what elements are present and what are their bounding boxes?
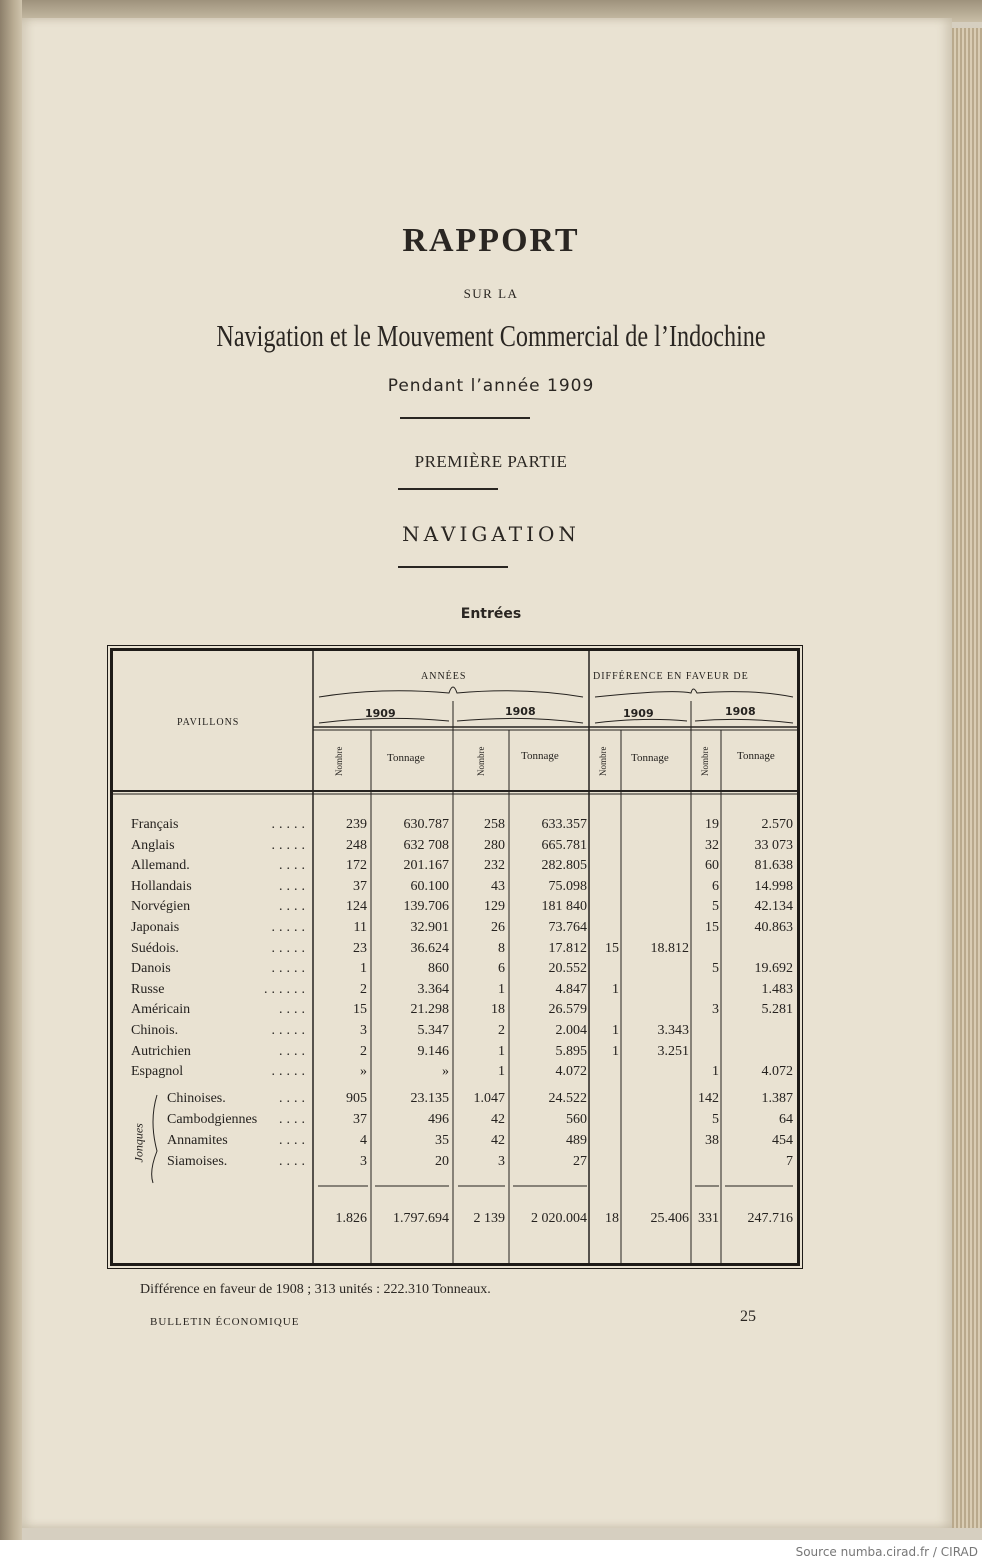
cell-n09: 4 (360, 1133, 367, 1148)
cell-dt09: 18.812 (650, 940, 689, 956)
cell-t08: 24.522 (548, 1091, 587, 1106)
leader-dots: ..... (271, 817, 309, 832)
cell-dt08: 33 073 (754, 837, 793, 853)
cell-dn09: 15 (605, 940, 619, 956)
header-tonnage: Tonnage (631, 752, 669, 764)
cell-dt08: 1.387 (761, 1091, 793, 1106)
page-number: 25 (740, 1308, 756, 1325)
cell-n08: 2 (498, 1023, 505, 1038)
cell-n09: 239 (346, 817, 367, 832)
leader-dots: .... (279, 1002, 309, 1018)
row-label: Français (131, 817, 179, 832)
row-label: Russe (131, 981, 165, 997)
cell-t09: 201.167 (403, 858, 449, 874)
row-label: Annamites (167, 1133, 228, 1148)
cell-t09: 632 708 (403, 837, 449, 853)
row-label: Norvégien (131, 899, 191, 915)
total-dt08: 247.716 (747, 1211, 793, 1226)
cell-t09: 35 (435, 1133, 449, 1148)
header-diff-year-1909: 1909 (623, 707, 654, 720)
cell-n08: 280 (484, 837, 505, 853)
cell-n08: 43 (491, 878, 505, 894)
cell-n09: 11 (353, 920, 367, 935)
row-label: Allemand. (131, 858, 190, 874)
cell-t09: 32.901 (410, 920, 449, 935)
cell-n08: 1.047 (473, 1091, 505, 1106)
part-heading: PREMIÈRE PARTIE (414, 452, 568, 471)
cell-t08: 282.805 (541, 858, 587, 874)
total-n09: 1.826 (335, 1211, 367, 1226)
report-year-line: Pendant l’année 1909 (387, 376, 595, 396)
cell-t08: 75.098 (548, 878, 587, 894)
cell-t08: 73.764 (548, 920, 587, 935)
cell-t08: 665.781 (541, 837, 587, 853)
cell-n08: 6 (498, 961, 505, 977)
cell-t08: 181 840 (541, 899, 587, 915)
report-title: RAPPORT (402, 222, 580, 259)
report-subtitle: Navigation et le Mouvement Commercial de l’Indochine (216, 318, 766, 353)
row-label: Suédois. (131, 940, 179, 956)
row-label: Hollandais (131, 878, 192, 894)
cell-t08: 26.579 (548, 1002, 587, 1018)
cell-t09: 496 (428, 1112, 449, 1127)
row-label: Anglais (131, 837, 175, 853)
cell-n08: 258 (484, 817, 505, 832)
cell-dn08: 38 (705, 1133, 719, 1148)
total-t09: 1.797.694 (393, 1211, 449, 1226)
total-n08: 2 139 (473, 1211, 505, 1226)
header-nombre: Nombre (700, 746, 710, 776)
header-year-1908: 1908 (505, 705, 536, 718)
column-header-pavillons: PAVILLONS (177, 717, 240, 728)
navigation-table (110, 648, 800, 1266)
cell-dn08: 6 (712, 878, 719, 894)
cell-n09: » (360, 1064, 367, 1080)
cell-dt08: 64 (779, 1112, 793, 1127)
cell-t09: 23.135 (410, 1091, 449, 1106)
total-t08: 2 020.004 (531, 1211, 587, 1226)
cell-n08: 1 (498, 1043, 505, 1059)
cell-n08: 26 (491, 920, 505, 935)
cell-t08: 633.357 (541, 817, 587, 832)
leader-dots: .... (279, 1043, 309, 1059)
cell-dn08: 3 (712, 1002, 719, 1018)
cell-dn08: 5 (712, 961, 719, 977)
cell-t08: 4.072 (555, 1064, 587, 1080)
cell-n09: 248 (346, 837, 367, 853)
source-credit: Source numba.cirad.fr / CIRAD (795, 1545, 978, 1559)
cell-dt08: 2.570 (761, 817, 793, 832)
cell-dn09: 1 (612, 981, 619, 997)
cell-n09: 172 (346, 858, 367, 874)
cell-n08: 42 (491, 1133, 505, 1148)
cell-dt08: 19.692 (754, 961, 793, 977)
cell-dt08: 14.998 (754, 878, 793, 894)
cell-dn08: 19 (705, 817, 719, 832)
leader-dots: .... (279, 1133, 309, 1148)
cell-n09: 15 (353, 1002, 367, 1018)
leader-dots: .... (279, 1091, 309, 1106)
leader-dots: ..... (271, 1064, 309, 1080)
column-header-annees: ANNÉES (421, 671, 467, 682)
row-label: Cambodgiennes (167, 1112, 258, 1127)
header-nombre: Nombre (334, 746, 344, 776)
cell-n09: 905 (346, 1091, 367, 1106)
header-nombre: Nombre (476, 746, 486, 776)
leader-dots: .... (279, 899, 309, 915)
cell-n09: 2 (360, 981, 367, 997)
cell-t09: 860 (428, 961, 449, 977)
cell-n08: 1 (498, 981, 505, 997)
cell-t09: 36.624 (410, 940, 449, 956)
cell-dt09: 3.343 (657, 1023, 689, 1038)
cell-n09: 1 (360, 961, 367, 977)
cell-n08: 232 (484, 858, 505, 874)
cell-dt08: 42.134 (754, 899, 793, 915)
header-tonnage: Tonnage (737, 750, 775, 762)
total-dn09: 18 (605, 1211, 619, 1226)
cell-dn08: 142 (698, 1091, 719, 1106)
cell-t08: 489 (566, 1133, 587, 1148)
cell-t08: 5.895 (555, 1043, 587, 1059)
row-label: Siamoises. (167, 1154, 228, 1169)
cell-dt08: 81.638 (754, 858, 793, 874)
cell-dn08: 5 (712, 1112, 719, 1127)
leader-dots: .... (279, 1154, 309, 1169)
cell-n08: 42 (491, 1112, 505, 1127)
cell-n08: 3 (498, 1154, 505, 1169)
cell-dt08: 7 (786, 1154, 793, 1169)
cell-dn08: 60 (705, 858, 719, 874)
cell-n09: 37 (353, 1112, 367, 1127)
leader-dots: ..... (271, 1023, 309, 1038)
cell-t09: 3.364 (417, 981, 449, 997)
cell-t08: 27 (573, 1154, 587, 1169)
row-label: Chinois. (131, 1023, 179, 1038)
section-heading: NAVIGATION (402, 522, 580, 546)
row-label: Américain (131, 1002, 191, 1018)
cell-dn09: 1 (612, 1023, 619, 1038)
row-label: Japonais (131, 920, 180, 935)
cell-dt08: 40.863 (754, 920, 793, 935)
cell-n09: 3 (360, 1154, 367, 1169)
table-title: Entrées (460, 606, 522, 622)
column-header-difference: DIFFÉRENCE EN FAVEUR DE (593, 671, 749, 682)
cell-n08: 1 (498, 1064, 505, 1080)
cell-dn08: 32 (705, 837, 719, 853)
row-label: Danois (131, 961, 171, 977)
cell-dt08: 5.281 (761, 1002, 793, 1018)
cell-n09: 23 (353, 940, 367, 956)
cell-t08: 2.004 (555, 1023, 587, 1038)
cell-dt08: 1.483 (761, 981, 793, 997)
total-dt09: 25.406 (650, 1211, 689, 1226)
report-sur-la: SUR LA (463, 286, 519, 301)
cell-dn08: 1 (712, 1064, 719, 1080)
cell-dn09: 1 (612, 1043, 619, 1059)
cell-t08: 20.552 (548, 961, 587, 977)
cell-t08: 4.847 (555, 981, 587, 997)
cell-t09: 139.706 (403, 899, 449, 915)
cell-dn08: 5 (712, 899, 719, 915)
divider-rule (400, 417, 530, 419)
cell-t09: 9.146 (417, 1043, 449, 1059)
cell-n09: 37 (353, 878, 367, 894)
cell-n08: 18 (491, 1002, 505, 1018)
leader-dots: ..... (271, 920, 309, 935)
header-nombre: Nombre (598, 746, 608, 776)
cell-n09: 124 (346, 899, 367, 915)
header-diff-year-1908: 1908 (725, 705, 756, 718)
divider-rule (398, 488, 498, 490)
cell-t09: 60.100 (410, 878, 449, 894)
jonques-group-label: Jonques (131, 1123, 146, 1163)
header-tonnage: Tonnage (521, 750, 559, 762)
cell-t09: » (442, 1064, 449, 1080)
cell-t08: 560 (566, 1112, 587, 1127)
cell-n08: 129 (484, 899, 505, 915)
leader-dots: .... (279, 1112, 309, 1127)
divider-rule (398, 566, 508, 568)
leader-dots: ..... (271, 961, 309, 977)
bulletin-label: BULLETIN ÉCONOMIQUE (150, 1316, 300, 1328)
leader-dots: ..... (271, 837, 309, 853)
cell-dn08: 15 (705, 920, 719, 935)
header-year-1909: 1909 (365, 707, 396, 720)
table-grid-lines (113, 651, 797, 1263)
cell-t09: 21.298 (410, 1002, 449, 1018)
header-tonnage: Tonnage (387, 752, 425, 764)
cell-n08: 8 (498, 940, 505, 956)
cell-dt08: 4.072 (761, 1064, 793, 1080)
cell-t09: 20 (435, 1154, 449, 1169)
row-label: Espagnol (131, 1064, 184, 1080)
leader-dots: ..... (271, 940, 309, 956)
leader-dots: .... (279, 878, 309, 894)
cell-t09: 630.787 (403, 817, 449, 832)
cell-dt09: 3.251 (657, 1043, 689, 1059)
leader-dots: ...... (264, 981, 309, 997)
cell-t08: 17.812 (548, 940, 587, 956)
footnote: Différence en faveur de 1908 ; 313 unités : 222.310 Tonneaux. (140, 1282, 491, 1297)
row-label: Chinoises. (167, 1091, 226, 1106)
cell-dt08: 454 (772, 1133, 793, 1148)
total-dn08: 331 (698, 1211, 719, 1226)
row-label: Autrichien (131, 1043, 191, 1059)
leader-dots: .... (279, 858, 309, 874)
cell-t09: 5.347 (417, 1023, 449, 1038)
cell-n09: 2 (360, 1043, 367, 1059)
cell-n09: 3 (360, 1023, 367, 1038)
